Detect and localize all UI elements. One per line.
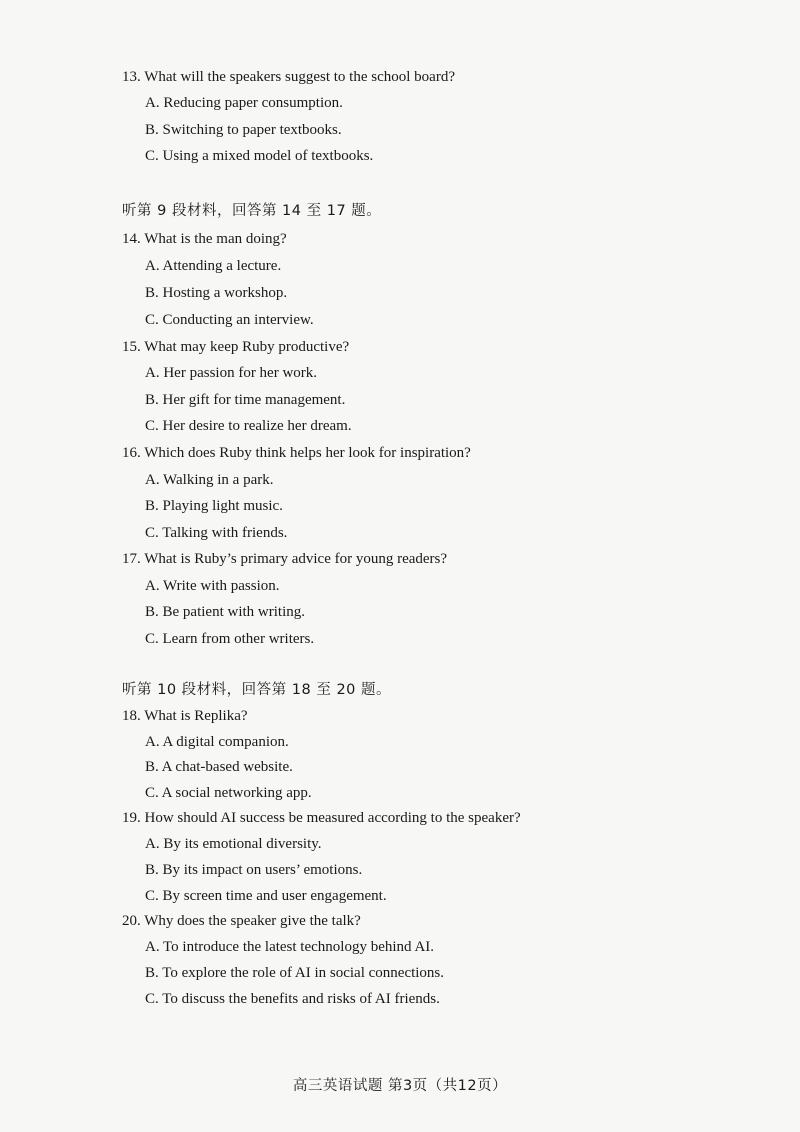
- question-19-stem: 19. How should AI success be measured according to the speaker?: [122, 810, 521, 826]
- question-13-option-b: B. Switching to paper textbooks.: [145, 122, 342, 138]
- question-15-stem: 15. What may keep Ruby productive?: [122, 339, 350, 355]
- question-15-option-a: A. Her passion for her work.: [145, 365, 318, 381]
- question-19-option-a: A. By its emotional diversity.: [145, 836, 322, 852]
- question-14-stem: 14. What is the man doing?: [122, 231, 287, 247]
- question-20-stem: 20. Why does the speaker give the talk?: [122, 913, 361, 929]
- question-20-option-b: B. To explore the role of AI in social connections.: [145, 965, 445, 981]
- question-16-option-c: C. Talking with friends.: [145, 525, 288, 541]
- question-20-option-c: C. To discuss the benefits and risks of AI friends.: [145, 991, 440, 1007]
- question-17-option-a: A. Write with passion.: [145, 578, 280, 594]
- question-18-stem: 18. What is Replika?: [122, 708, 248, 724]
- question-17-option-b: B. Be patient with writing.: [145, 604, 305, 620]
- question-20-option-a: A. To introduce the latest technology behind AI.: [145, 939, 435, 955]
- question-19-option-c: C. By screen time and user engagement.: [145, 888, 387, 904]
- question-14-option-c: C. Conducting an interview.: [145, 312, 314, 328]
- question-13-option-c: C. Using a mixed model of textbooks.: [145, 148, 374, 164]
- question-15-option-c: C. Her desire to realize her dream.: [145, 418, 352, 434]
- question-13-option-a: A. Reducing paper consumption.: [145, 95, 343, 111]
- section-heading-10: 听第 10 段材料，回答第 18 至 20 题。: [122, 682, 392, 698]
- question-18-option-b: B. A chat-based website.: [145, 759, 293, 775]
- question-17-option-c: C. Learn from other writers.: [145, 631, 315, 647]
- page-footer: 高三英语试题 第3页（共12页）: [292, 1078, 508, 1094]
- question-16-stem: 16. Which does Ruby think helps her look for inspiration?: [122, 445, 471, 461]
- question-18-option-c: C. A social networking app.: [145, 785, 312, 801]
- question-14-option-b: B. Hosting a workshop.: [145, 285, 288, 301]
- question-18-option-a: A. A digital companion.: [145, 734, 289, 750]
- question-16-option-b: B. Playing light music.: [145, 498, 283, 514]
- question-15-option-b: B. Her gift for time management.: [145, 392, 346, 408]
- section-heading-9: 听第 9 段材料，回答第 14 至 17 题。: [122, 203, 382, 219]
- question-19-option-b: B. By its impact on users’ emotions.: [145, 862, 363, 878]
- question-13-stem: 13. What will the speakers suggest to the school board?: [122, 69, 455, 85]
- question-17-stem: 17. What is Ruby’s primary advice for young readers?: [122, 551, 448, 567]
- question-16-option-a: A. Walking in a park.: [145, 472, 274, 488]
- question-14-option-a: A. Attending a lecture.: [145, 258, 282, 274]
